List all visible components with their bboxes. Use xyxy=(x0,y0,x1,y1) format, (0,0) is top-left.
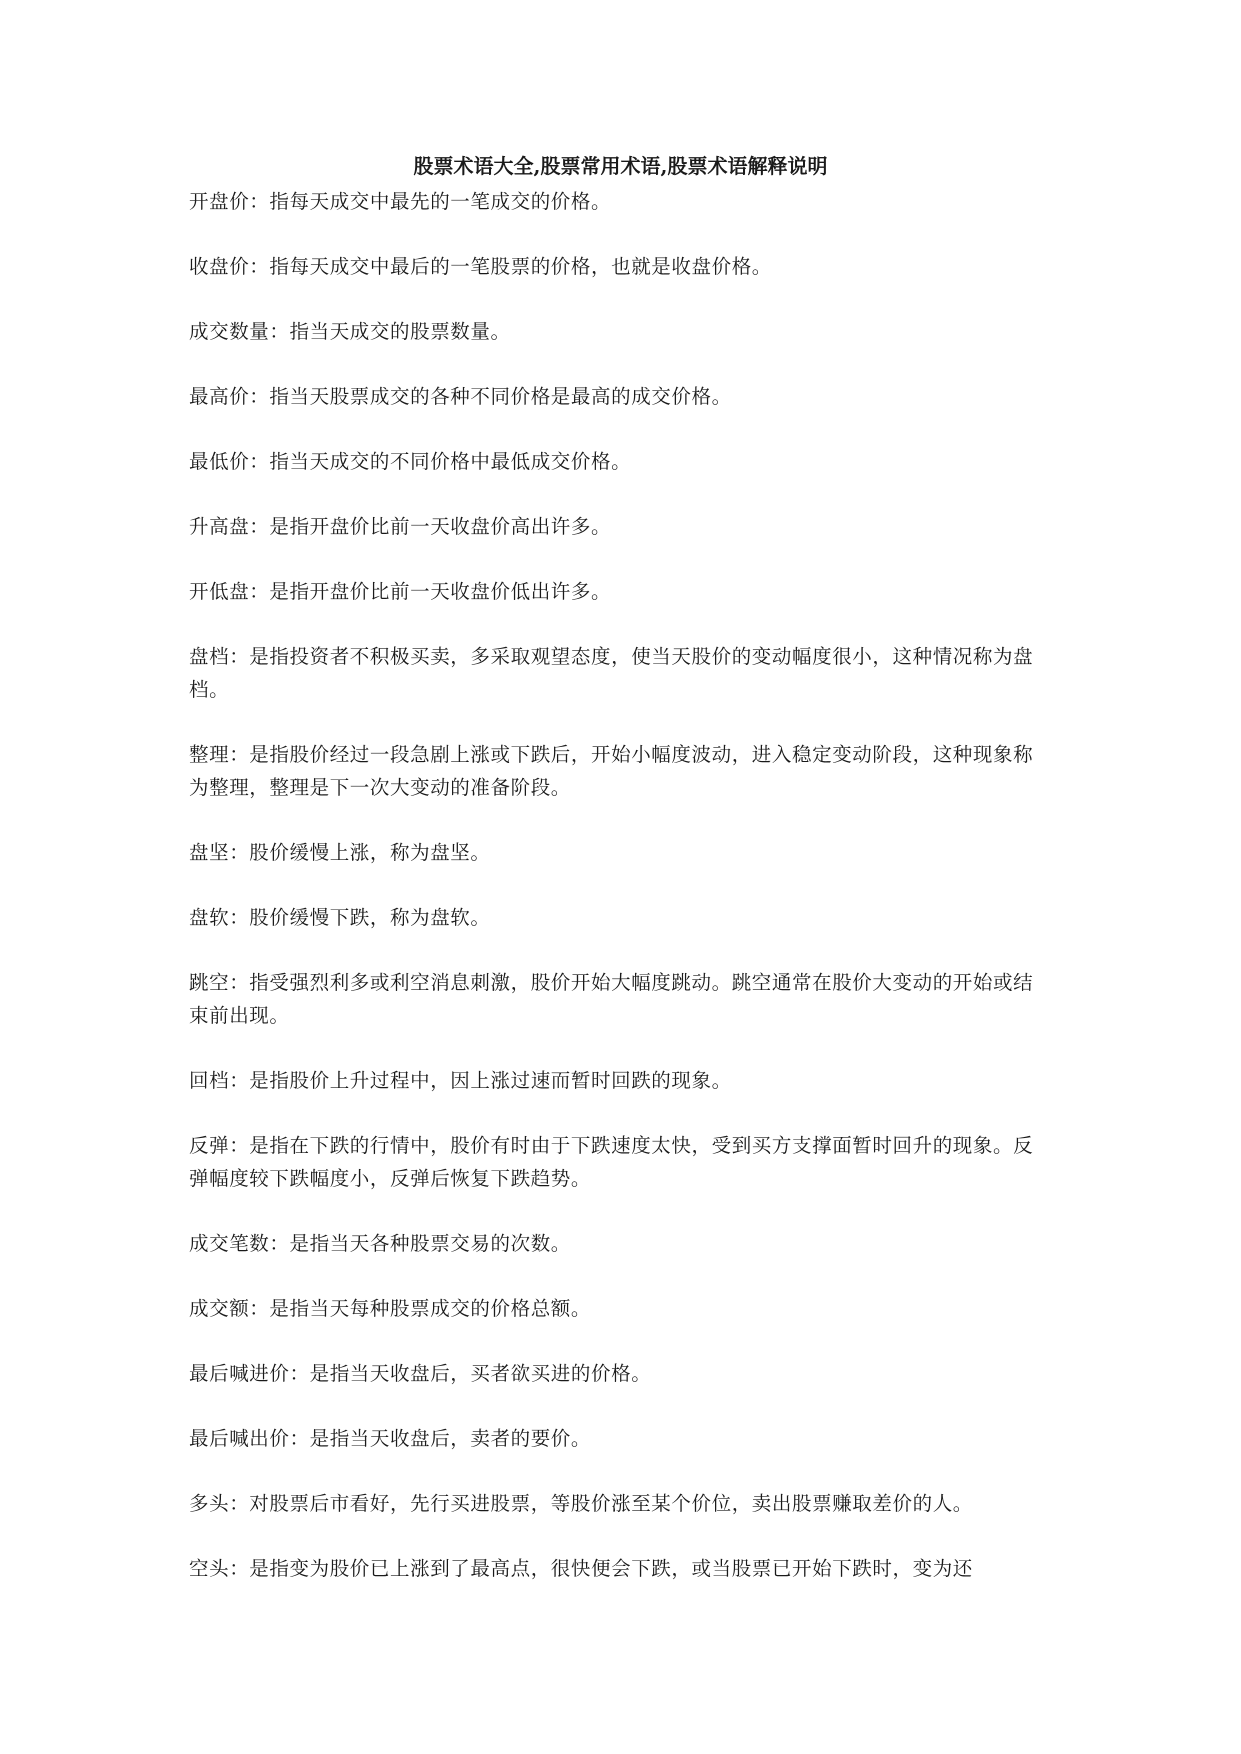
term-entry-firm: 盘坚：股价缓慢上涨，称为盘坚。 xyxy=(189,841,491,864)
term-entry-pullback: 回档：是指股价上升过程中，因上涨过速而暂时回跌的现象。 xyxy=(189,1069,732,1092)
term-entry-volume: 成交数量：指当天成交的股票数量。 xyxy=(189,320,511,343)
document-title: 股票术语大全,股票常用术语,股票术语解释说明 xyxy=(413,154,828,178)
term-entry-soft: 盘软：股价缓慢下跌，称为盘软。 xyxy=(189,906,491,929)
term-entry-last-bid: 最后喊进价：是指当天收盘后，买者欲买进的价格。 xyxy=(189,1362,652,1385)
term-entry-bull: 多头：对股票后市看好，先行买进股票，等股价涨至某个价位，卖出股票赚取差价的人。 xyxy=(189,1492,973,1515)
term-entry-consolidation: 整理：是指股价经过一段急剧上涨或下跌后，开始小幅度波动，进入稳定变动阶段，这种现象称为整理，整理是下一次大变动的准备阶段。 xyxy=(189,743,1034,799)
term-entry-turnover: 成交额：是指当天每种股票成交的价格总额。 xyxy=(189,1297,592,1320)
term-entry-close-price: 收盘价：指每天成交中最后的一笔股票的价格，也就是收盘价格。 xyxy=(189,255,772,278)
term-entry-sideways: 盘档：是指投资者不积极买卖，多采取观望态度，使当天股价的变动幅度很小，这种情况称为盘档。 xyxy=(189,645,1034,701)
term-entry-high-price: 最高价：指当天股票成交的各种不同价格是最高的成交价格。 xyxy=(189,385,732,408)
term-entry-last-ask: 最后喊出价：是指当天收盘后，卖者的要价。 xyxy=(189,1427,592,1450)
term-entry-gap-up-open: 升高盘：是指开盘价比前一天收盘价高出许多。 xyxy=(189,515,612,538)
term-entry-gap-down-open: 开低盘：是指开盘价比前一天收盘价低出许多。 xyxy=(189,580,612,603)
term-entry-rebound: 反弹：是指在下跌的行情中，股价有时由于下跌速度太快，受到买方支撑面暂时回升的现象。反弹幅度较下跌幅度小，反弹后恢复下跌趋势。 xyxy=(189,1134,1034,1190)
term-entry-low-price: 最低价：指当天成交的不同价格中最低成交价格。 xyxy=(189,450,632,473)
term-entry-gap: 跳空：指受强烈利多或利空消息刺激，股价开始大幅度跳动。跳空通常在股价大变动的开始或结束前出现。 xyxy=(189,971,1034,1027)
document-body xyxy=(189,185,1051,1617)
term-entry-open-price: 开盘价：指每天成交中最先的一笔成交的价格。 xyxy=(189,190,612,213)
term-entry-trade-count: 成交笔数：是指当天各种股票交易的次数。 xyxy=(189,1232,571,1255)
term-entry-bear: 空头：是指变为股价已上涨到了最高点，很快便会下跌，或当股票已开始下跌时，变为还 xyxy=(189,1557,973,1580)
